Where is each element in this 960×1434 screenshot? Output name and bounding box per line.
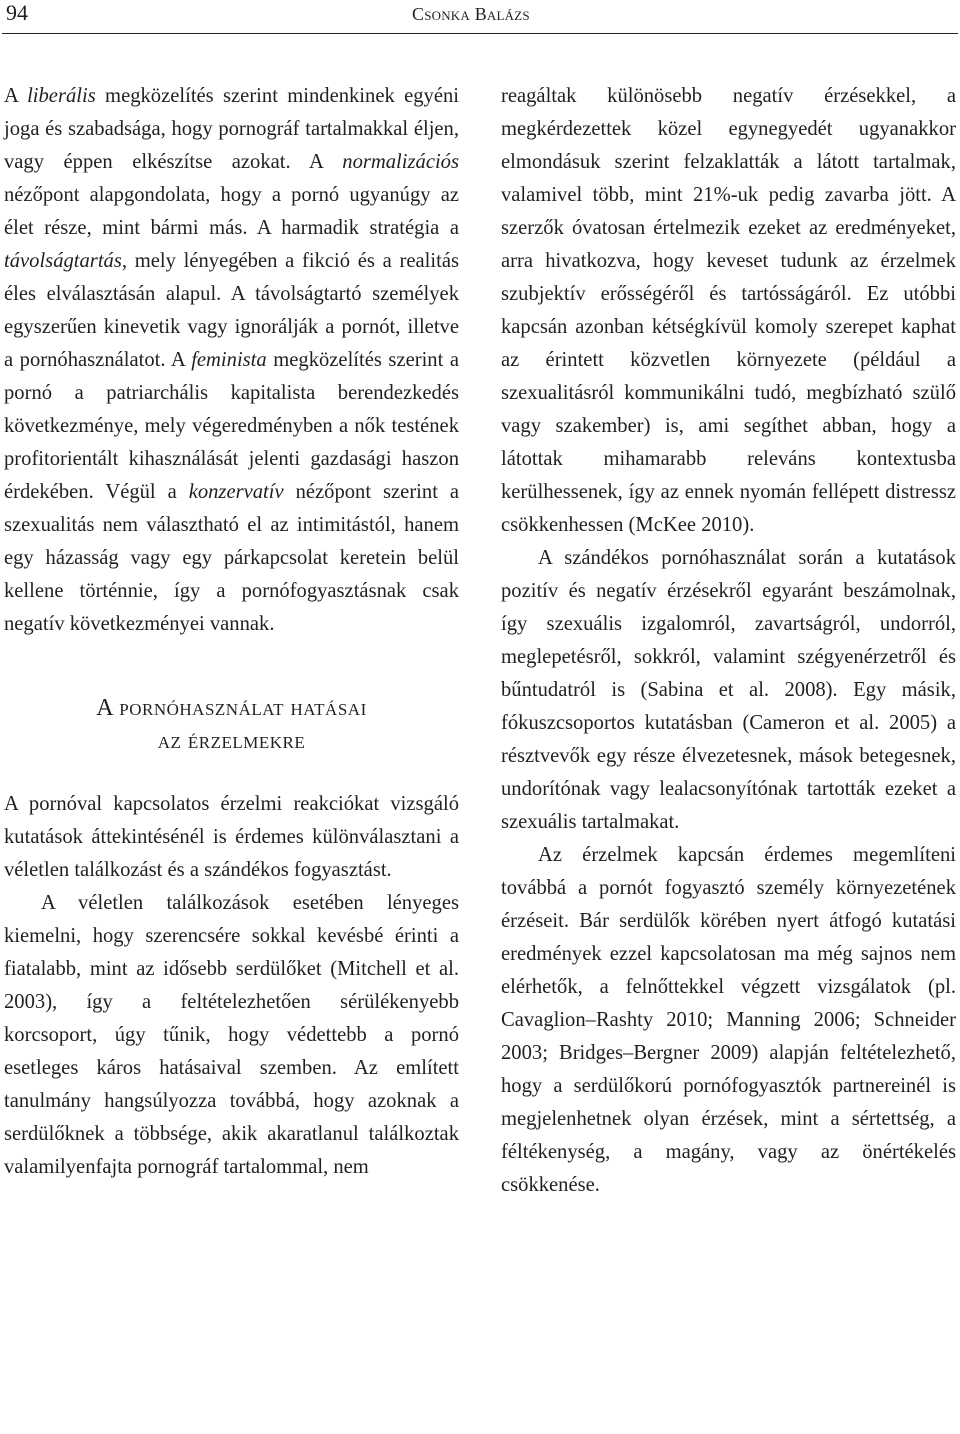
- paragraph-accidental-exposure: A véletlen találkozások esetében lényeges kiemelni, hogy szerencsére sokkal kevésbé érinti a fiatalabb, mint az idősebb serdülőket (Mitchell et al. 2003), így a feltételezhetően sérülékenyebb korcsoport, úgy tűnik, hogy védettebb a pornó esetleges káros hatásaival szemben. Az említett tanulmány hangsúlyozza továbbá, hogy azoknak a serdülőknek a többsége, akik akaratlanul találkoztak valamilyenfajta pornográf tartalommal, nem: [4, 892, 459, 1178]
- section-heading: [4, 692, 459, 758]
- paragraph-environment: Az érzelmek kapcsán érdemes megemlíteni továbbá a pornót fogyasztó személy környezetének érzéseit. Bár serdülők körében nyert átfogó kutatási eredmények ezzel kapcsolatosan ma még sajnos nem elérhetők, a felnőttekkel végzett vizsgálatok (pl. Cavaglion–Rashty 2010; Manning 2006; Schneider 2003; Bridges–Bergner 2009) alapján feltételezhető, hogy a serdülőkorú pornófogyasztók partnereinél is megjelenhetnek olyan érzések, mint a sértettség, a féltékenység, a magány, vagy az önértékelés csökkenése.: [501, 844, 956, 1196]
- left-column: [4, 80, 459, 1184]
- right-column: [501, 80, 956, 1202]
- paragraph-continued: reagáltak különösebb negatív érzésekkel, a megkérdezettek közel egynegyedét ugyanakkor elmondásuk szerint felzaklatták a látott tartalmak, valamivel több, mint 21%-uk pedig zavarba jött. A szerzők óvatosan értelmezik ezeket az eredményeket, arra hivatkozva, hogy keveset tudunk az érzelmek szubjektív erősségéről és tartósságáról. Ez utóbbi kapcsán azonban kétségkívül komoly szerepet kaphat az érintett közvetlen környezete (például a szexualitásról kommunikálni tudó, megbízható szülő vagy szakember) is, ami segíthet abban, hogy a látottak mihamarabb releváns kontextusba kerülhessenek, így az ennek nyomán fellépett distressz csökkenhessen (McKee 2010).: [501, 85, 956, 536]
- page-header: [0, 0, 960, 34]
- term-normalization: normalizációs: [342, 151, 459, 173]
- section-heading-line-2: az érzelmekre: [157, 728, 306, 754]
- running-head-author: Csonka Balázs: [412, 4, 530, 24]
- section-heading-line-1: A pornóhasználat hatásai: [96, 695, 367, 721]
- header-rule: [2, 33, 958, 34]
- term-distancing: távolságtartás,: [4, 250, 127, 272]
- term-feminist: feminista: [191, 349, 267, 371]
- paragraph-intro: A pornóval kapcsolatos érzelmi reakciókat vizsgáló kutatások áttekintésénél is érdemes különválasztani a véletlen találkozást és a szándékos fogyasztást.: [4, 793, 459, 881]
- term-liberal: liberális: [27, 85, 96, 107]
- page-number: 94: [6, 0, 28, 25]
- paragraph-approaches: A liberális megközelítés szerint mindenkinek egyéni joga és szabadsága, hogy pornográf tartalmakkal éljen, vagy éppen elkészítse azokat. A normalizációs nézőpont alapgondolata, hogy a pornó ugyanúgy az élet része, mint bármi más. A harmadik stratégia a távolságtartás, mely lényegében a fikció és a realitás éles elválasztásán alapul. A távolságtartó személyek egyszerűen kinevetik vagy ignorálják a pornót, illetve a pornóhasználatot. A feminista megközelítés szerint a pornó a patriarchális kapitalista berendezkedés következménye, mely végeredményben a nők testének profitorientált kihasználását jelenti gazdasági haszon érdekében. Végül a konzervatív nézőpont szerint a szexualitás nem választható el az intimitástól, hanem egy házasság vagy egy párkapcsolat keretein belül kellene történnie, így a pornófogyasztásnak csak negatív következményei vannak.: [4, 85, 459, 635]
- paragraph-intentional-use: A szándékos pornóhasználat során a kutatások pozitív és negatív érzésekről egyaránt beszámolnak, így szexuális izgalomról, zavartságról, undorról, meglepetésről, sokkról, valamint szégyenérzetről és bűntudatról is (Sabina et al. 2008). Egy másik, fókuszcsoportos kutatásban (Cameron et al. 2005) a résztvevők egy része élvezetesnek, mások betegesnek, undorítónak vagy lealacsonyítónak tartották ezeket a szexuális tartalmakat.: [501, 547, 956, 833]
- term-conservative: konzervatív: [188, 481, 284, 503]
